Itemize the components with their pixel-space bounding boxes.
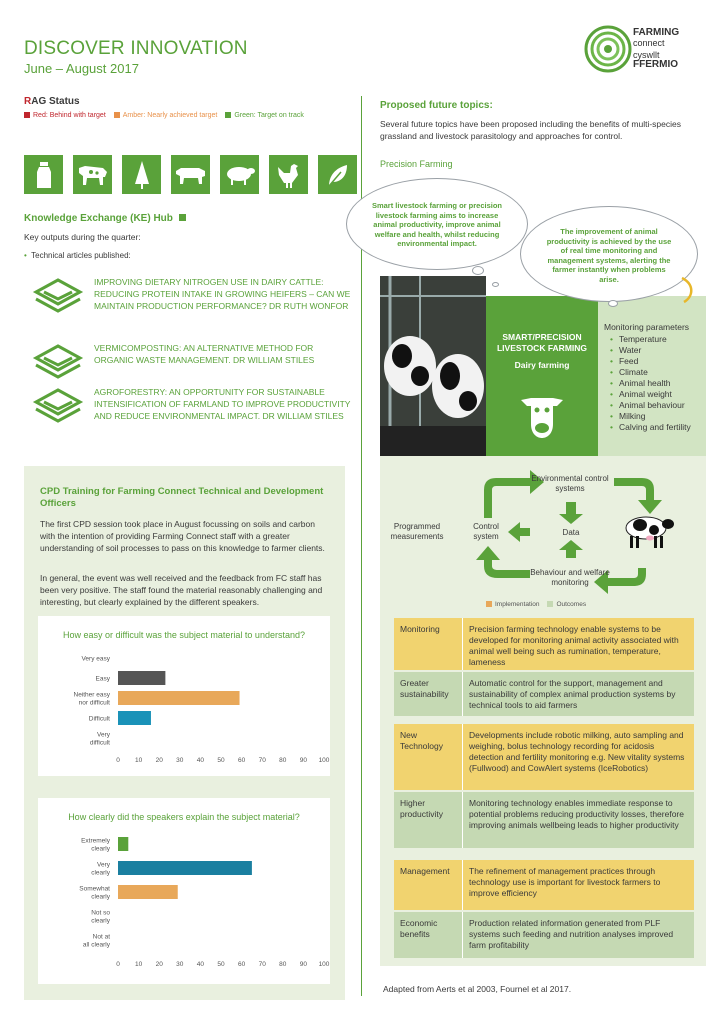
management-cycle-diagram xyxy=(380,456,706,616)
x-tick-label: 90 xyxy=(299,961,308,968)
rag-legend-red: Red: Behind with target xyxy=(24,112,106,119)
category-label: Easy xyxy=(95,675,110,683)
x-tick-label: 80 xyxy=(279,961,287,968)
table-cell-category: Management xyxy=(400,866,450,876)
chart-clarity-svg xyxy=(38,798,330,984)
bar xyxy=(118,861,252,875)
chart-understanding xyxy=(38,616,330,776)
chart-understanding-svg xyxy=(38,616,330,776)
ke-bullet: • Technical articles published: xyxy=(24,251,131,260)
beef-cattle-icon xyxy=(171,155,210,194)
legend-outcomes: Outcomes xyxy=(547,601,586,608)
article-item[interactable] xyxy=(32,386,352,426)
category-label: Neither easy nor difficult xyxy=(73,691,110,707)
table-cell-description: Precision farming technology enable systems to be developed for monitoring animal activity associated with animal well being such as rumination, temperature, lameness xyxy=(462,618,694,670)
rag-legend xyxy=(24,112,304,119)
category-label: Difficult xyxy=(88,715,110,723)
layers-icon xyxy=(32,386,84,426)
x-tick-label: 30 xyxy=(176,757,184,764)
x-tick-label: 0 xyxy=(116,961,120,968)
monitoring-list xyxy=(610,334,691,433)
ke-subtitle: Key outputs during the quarter: xyxy=(24,232,141,242)
dairy-cow-icon xyxy=(73,155,112,194)
cpd-training-panel xyxy=(24,466,345,1000)
dairy-cows-photo xyxy=(380,276,486,456)
x-tick-label: 20 xyxy=(155,757,163,764)
logo-swirl-icon xyxy=(583,22,633,76)
x-tick-label: 40 xyxy=(196,961,205,968)
x-tick-label: 60 xyxy=(237,757,246,764)
bar xyxy=(118,885,178,899)
chart-title: How easy or difficult was the subject material to understand? xyxy=(63,630,305,640)
table-cell-category: Economic benefits xyxy=(400,918,438,939)
ke-status-square xyxy=(179,214,186,221)
x-tick-label: 60 xyxy=(237,961,246,968)
x-tick-label: 90 xyxy=(299,757,308,764)
article-title: AGROFORESTRY: AN OPPORTUNITY FOR SUSTAINABLE INTENSIFICATION OF FARMLAND TO IMPROVE PRODUCTIVITY AND REDUCE ENVIRONMENTAL IMPACT. DR WILLIAM STILES xyxy=(94,387,351,421)
x-tick-label: 50 xyxy=(217,757,225,764)
benefits-table xyxy=(380,616,706,966)
monitoring-item: • Animal weight xyxy=(610,389,691,400)
env-control-label: Environmental control systems xyxy=(531,474,609,493)
cpd-paragraph-1: The first CPD session took place in August focussing on soils and carbon with the intention of providing Farming Connect staff with a greater understanding of soil processes to pass on this knowledge to farmer clients. xyxy=(40,519,325,553)
x-tick-label: 10 xyxy=(134,757,143,764)
x-tick-label: 0 xyxy=(116,757,120,764)
category-label: Very difficult xyxy=(89,731,110,747)
smart-farming-box xyxy=(486,296,598,456)
sector-icons xyxy=(24,155,357,194)
table-cell-category: Monitoring xyxy=(400,624,440,634)
layers-icon xyxy=(32,342,84,382)
x-tick-label: 80 xyxy=(279,757,287,764)
table-cell-description: The refinement of management practices through technology use is important for livestock farmers to improve efficiency xyxy=(462,860,694,910)
table-cell-category: Greater sustainability xyxy=(400,678,449,699)
programmed-measurements-label: Programmed measurements xyxy=(390,522,444,541)
x-tick-label: 100 xyxy=(318,961,330,968)
chart-clarity xyxy=(38,798,330,984)
cpd-title: CPD Training for Farming Connect Technical and Development Officers xyxy=(40,486,324,509)
table-cell-category: Higher productivity xyxy=(400,798,443,819)
rag-legend-amber: Amber: Nearly achieved target xyxy=(114,112,218,119)
page-title: DISCOVER INNOVATION xyxy=(24,38,248,59)
poultry-icon xyxy=(269,155,308,194)
bar xyxy=(118,691,240,705)
x-tick-label: 70 xyxy=(258,757,266,764)
chart-title: How clearly did the speakers explain the subject material? xyxy=(68,812,300,822)
bubble-dot xyxy=(608,300,618,307)
proposed-topics-text: Several future topics have been proposed including the benefits of multi-species grassland and livestock parasitology and approaches for control. xyxy=(380,119,681,141)
x-tick-label: 20 xyxy=(155,961,163,968)
cycle-legend xyxy=(486,601,586,608)
control-system-label: Control system xyxy=(473,522,499,541)
category-label: Somewhat clearly xyxy=(79,885,110,901)
precision-farming-label: Precision Farming xyxy=(380,159,453,169)
layers-icon xyxy=(32,276,84,316)
page-subtitle: June – August 2017 xyxy=(24,61,139,76)
smart-farming-graphic xyxy=(380,276,706,456)
category-label: Not so clearly xyxy=(91,909,110,925)
smart-farming-title: SMART/PRECISION LIVESTOCK FARMING xyxy=(496,332,588,353)
article-item[interactable] xyxy=(32,342,352,382)
sheep-icon xyxy=(220,155,259,194)
table-cell-description: Developments include robotic milking, auto sampling and weighing, bolus technology recording for acidosis detection and fertility monitoring e.g. New vitality systems (Fullwood) and CowAlert systems (IceRobotics) xyxy=(462,724,694,790)
bar xyxy=(118,671,165,685)
rag-legend-green: Green: Target on track xyxy=(225,112,304,119)
x-tick-label: 50 xyxy=(217,961,225,968)
article-title: VERMICOMPOSTING: AN ALTERNATIVE METHOD FOR ORGANIC WASTE MANAGEMENT. DR WILLIAM STILES xyxy=(94,343,315,365)
table-row xyxy=(394,912,694,958)
table-row xyxy=(394,724,694,790)
cow-head-icon xyxy=(517,392,567,440)
ke-hub-title: Knowledge Exchange (KE) Hub xyxy=(24,213,186,224)
monitoring-item: • Temperature xyxy=(610,334,691,345)
thought-bubble-2: The improvement of animal productivity is achieved by the use of real time monitoring and management systems, alerting the farmer instantly when problems arise. xyxy=(520,206,698,302)
monitoring-title: Monitoring parameters xyxy=(604,322,690,332)
cpd-paragraph-2: In general, the event was well received and the feedback from FC staff has been very positive. The staff found the material reasonably challenging and interesting, but clearly explained by the different speakers. xyxy=(40,573,323,607)
category-label: Very clearly xyxy=(91,861,110,877)
bubble-dot xyxy=(472,266,484,275)
bubble-dot xyxy=(492,282,499,287)
logo-text: FARMING connect cyswllt FFERMIO xyxy=(633,27,680,70)
footnote: Adapted from Aerts et al 2003, Fournel et al 2017. xyxy=(383,984,572,994)
category-label: Not at all clearly xyxy=(82,933,110,949)
article-item[interactable] xyxy=(32,276,352,316)
monitoring-item: • Calving and fertility xyxy=(610,422,691,433)
x-tick-label: 100 xyxy=(318,757,330,764)
table-row xyxy=(394,672,694,716)
monitoring-item: • Water xyxy=(610,345,691,356)
bar xyxy=(118,837,128,851)
table-row xyxy=(394,792,694,848)
plant-leaf-icon xyxy=(318,155,357,194)
monitoring-parameters-box xyxy=(598,296,706,456)
proposed-topics-title: Proposed future topics: xyxy=(380,100,493,111)
bar xyxy=(118,711,151,725)
behaviour-monitoring-label: Behaviour and welfare monitoring xyxy=(530,568,610,587)
x-tick-label: 70 xyxy=(258,961,266,968)
monitoring-item: • Feed xyxy=(610,356,691,367)
milk-bottle-icon xyxy=(24,155,63,194)
farming-connect-logo xyxy=(583,22,703,78)
table-row xyxy=(394,618,694,670)
table-cell-description: Production related information generated from PLF systems such feeding and nutrition analyses improved farm profitability xyxy=(462,912,694,958)
article-title: IMPROVING DIETARY NITROGEN USE IN DAIRY CATTLE: REDUCING PROTEIN INTAKE IN GROWING HEIFERS – CAN WE MAINTAIN PRODUCTION PERFORMANCE? DR RUTH WONFOR xyxy=(94,277,351,311)
monitoring-item: • Animal behaviour xyxy=(610,400,691,411)
legend-implementation: Implementation xyxy=(486,601,539,608)
monitoring-item: • Climate xyxy=(610,367,691,378)
curved-arrow-icon xyxy=(678,276,698,306)
cow-illustration-icon xyxy=(620,510,676,550)
thought-bubble-1: Smart livestock farming or precision livestock farming aims to increase animal productivity, improve animal welfare and health, whilst reducing environmental impact. xyxy=(346,178,528,270)
category-label: Very easy xyxy=(81,655,110,663)
monitoring-item: • Milking xyxy=(610,411,691,422)
tree-icon xyxy=(122,155,161,194)
dairy-farming-label: Dairy farming xyxy=(514,360,570,370)
data-label: Data xyxy=(562,528,580,537)
category-label: Extremely clearly xyxy=(81,837,110,853)
x-tick-label: 10 xyxy=(134,961,143,968)
x-tick-label: 30 xyxy=(176,961,184,968)
table-cell-description: Monitoring technology enables immediate response to potential problems reducing productivity losses, therefore improving animals wellbeing leads to higher productivity xyxy=(462,792,694,848)
rag-status-title: RAG Status xyxy=(24,96,80,107)
table-cell-description: Automatic control for the support, management and sustainability of complex animal production systems by technical tools to aid farmers xyxy=(462,672,694,716)
table-cell-category: New Technology xyxy=(400,730,444,751)
monitoring-item: • Animal health xyxy=(610,378,691,389)
table-row xyxy=(394,860,694,910)
x-tick-label: 40 xyxy=(196,757,205,764)
